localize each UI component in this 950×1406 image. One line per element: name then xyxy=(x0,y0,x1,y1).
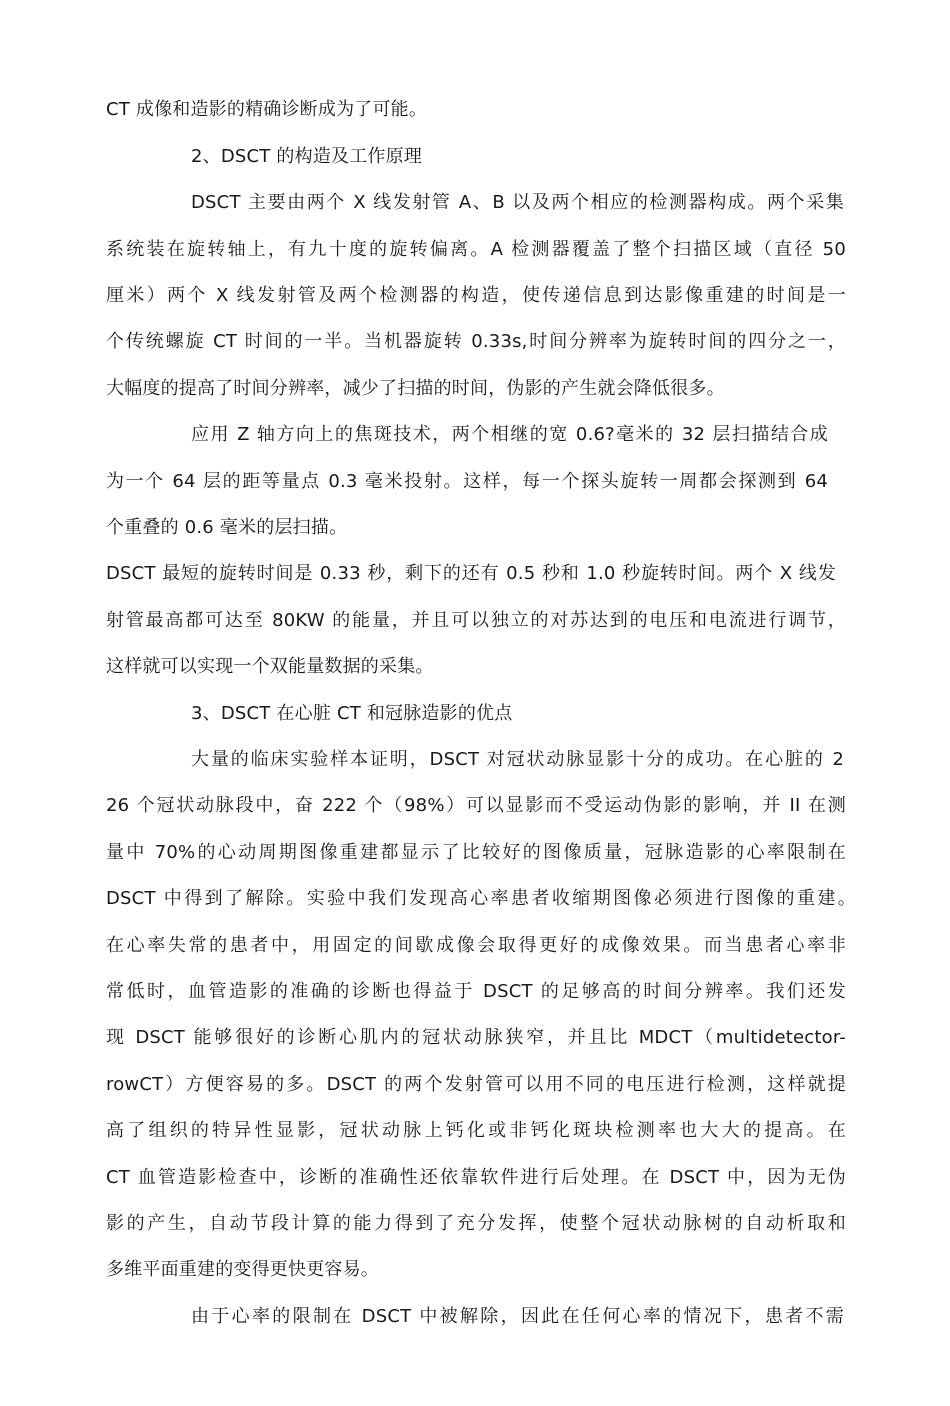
text-line: DSCT 中得到了解除。实验中我们发现高心率患者收缩期图像必须进行图像的重建。 xyxy=(106,888,856,909)
text-line: 系统装在旋转轴上，有九十度的旋转偏离。A 检测器覆盖了整个扫描区域（直径 50 xyxy=(106,239,846,260)
text-line: 应用 Z 轴方向上的焦斑技术，两个相继的宽 0.6?毫米的 32 层扫描结合成 xyxy=(191,424,828,445)
text-line: DSCT 最短的旋转时间是 0.33 秒，剩下的还有 0.5 秒和 1.0 秒旋转时间。两个 X 线发 xyxy=(106,563,836,584)
text-line: CT 成像和造影的精确诊断成为了可能。 xyxy=(106,99,428,120)
text-line: DSCT 主要由两个 X 线发射管 A、B 以及两个相应的检测器构成。两个采集 xyxy=(191,192,844,213)
text-line: 影的产生，自动节段计算的能力得到了充分发挥，使整个冠状动脉树的自动析取和 xyxy=(106,1213,846,1234)
section-heading: 3、DSCT 在心脏 CT 和冠脉造影的优点 xyxy=(191,703,513,724)
text-line: 这样就可以实现一个双能量数据的采集。 xyxy=(106,656,434,677)
text-line: 大量的临床实验样本证明，DSCT 对冠状动脉显影十分的成功。在心脏的 2 xyxy=(191,749,844,770)
text-line: 高了组织的特异性显影，冠状动脉上钙化或非钙化斑块检测率也大大的提高。在 xyxy=(106,1120,846,1141)
text-line: 常低时，血管造影的准确的诊断也得益于 DSCT 的足够高的时间分辨率。我们还发 xyxy=(106,981,846,1002)
text-line: 量中 70%的心动周期图像重建都显示了比较好的图像质量，冠脉造影的心率限制在 xyxy=(106,842,846,863)
text-line: CT 血管造影检查中，诊断的准确性还依靠软件进行后处理。在 DSCT 中，因为无伪 xyxy=(106,1167,846,1188)
text-line: 个重叠的 0.6 毫米的层扫描。 xyxy=(106,517,348,538)
text-line: 在心率失常的患者中，用固定的间歇成像会取得更好的成像效果。而当患者心率非 xyxy=(106,935,846,956)
text-line: 个传统螺旋 CT 时间的一半。当机器旋转 0.33s,时间分辨率为旋转时间的四分之一， xyxy=(106,331,846,352)
text-line: 现 DSCT 能够很好的诊断心肌内的冠状动脉狭窄，并且比 MDCT（multidetector- xyxy=(106,1027,846,1048)
text-line: 厘米）两个 X 线发射管及两个检测器的构造，使传递信息到达影像重建的时间是一 xyxy=(106,285,846,306)
text-line: 由于心率的限制在 DSCT 中被解除，因此在任何心率的情况下，患者不需 xyxy=(191,1306,844,1327)
text-line: rowCT）方便容易的多。DSCT 的两个发射管可以用不同的电压进行检测，这样就提 xyxy=(106,1074,846,1095)
section-heading: 2、DSCT 的构造及工作原理 xyxy=(191,146,423,167)
text-line: 大幅度的提高了时间分辨率，减少了扫描的时间，伪影的产生就会降低很多。 xyxy=(106,378,725,399)
text-line: 射管最高都可达至 80KW 的能量，并且可以独立的对苏达到的电压和电流进行调节， xyxy=(106,610,846,631)
text-line: 26 个冠状动脉段中，奋 222 个（98%）可以显影而不受运动伪影的影响，并 II 在测 xyxy=(106,795,846,816)
text-line: 为一个 64 层的距等量点 0.3 毫米投射。这样，每一个探头旋转一周都会探测到 64 xyxy=(106,471,828,492)
text-line: 多维平面重建的变得更快更容易。 xyxy=(106,1259,379,1280)
